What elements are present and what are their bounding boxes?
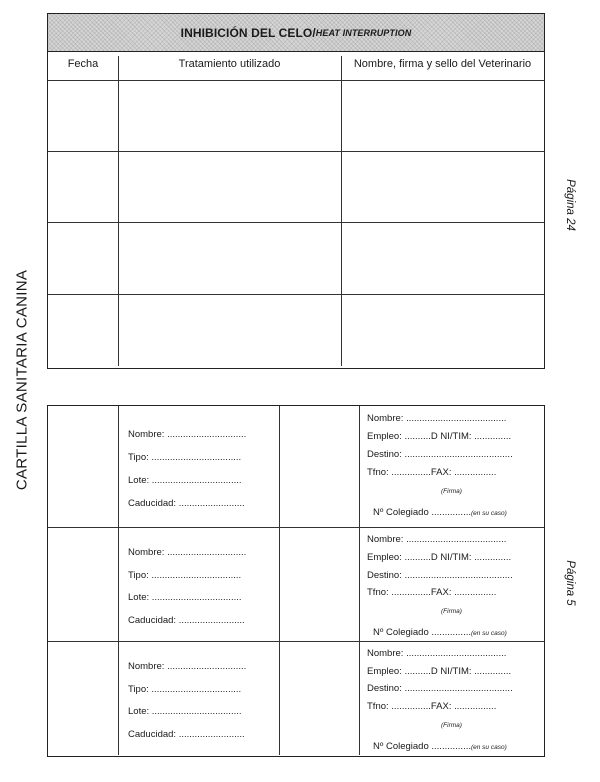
product-tipo-1[interactable]: Tipo: .................................. — [128, 452, 242, 463]
vet-firma-label-2: (Firma) — [441, 608, 462, 615]
vet-destino-1[interactable]: Destino: ......................................... — [367, 449, 513, 460]
vet-colegiado-2[interactable] — [373, 627, 507, 638]
product-nombre-3[interactable]: Nombre: .............................. — [128, 661, 247, 672]
stamp-cell-1[interactable] — [280, 406, 359, 527]
vet-nombre-3[interactable]: Nombre: ...................................... — [367, 648, 507, 659]
column-header-tratamiento: Tratamiento utilizado — [178, 58, 281, 70]
vet-firma-label-1: (Firma) — [441, 488, 462, 495]
product-tipo-3[interactable]: Tipo: .................................. — [128, 684, 242, 695]
vet-tfno-3[interactable]: Tfno: ...............FAX: ................ — [367, 701, 497, 712]
title-spanish: INHIBICIÓN DEL CELO/ — [180, 25, 316, 40]
date-cell-1[interactable] — [48, 406, 118, 527]
colegiado-label: Nº Colegiado ............... — [373, 627, 471, 638]
colegiado-note: (en su caso) — [470, 510, 507, 517]
vet-colegiado-3[interactable] — [373, 741, 507, 752]
product-nombre-1[interactable]: Nombre: .............................. — [128, 429, 247, 440]
page-number-bottom-text: Página 5 — [564, 560, 576, 606]
cell-fecha-4[interactable] — [48, 295, 118, 365]
side-title-text: CARTILLA SANITARIA CANINA — [13, 269, 31, 491]
cell-fecha-2[interactable] — [48, 152, 118, 222]
cell-veterinario-3[interactable] — [342, 223, 544, 294]
vet-empleo-3[interactable]: Empleo: ..........D NI/TIM: .............. — [367, 666, 512, 677]
product-lote-3[interactable]: Lote: .................................. — [128, 706, 242, 717]
column-divider — [359, 406, 360, 755]
column-divider — [118, 406, 119, 755]
product-caducidad-1[interactable]: Caducidad: ......................... — [128, 498, 245, 509]
cell-tratamiento-4[interactable] — [119, 295, 341, 365]
stamp-cell-3[interactable] — [280, 642, 359, 755]
vet-colegiado-1[interactable] — [373, 507, 507, 518]
cell-tratamiento-1[interactable] — [119, 81, 341, 151]
date-cell-3[interactable] — [48, 642, 118, 755]
date-cell-2[interactable] — [48, 528, 118, 641]
colegiado-label: Nº Colegiado ............... — [373, 741, 471, 752]
cell-fecha-1[interactable] — [48, 81, 118, 151]
heat-interruption-table — [47, 13, 545, 369]
vet-firma-label-3: (Firma) — [441, 722, 462, 729]
vaccination-table — [47, 405, 545, 757]
cell-veterinario-2[interactable] — [342, 152, 544, 222]
title-english: HEAT INTERRUPTION — [315, 27, 412, 38]
column-header-veterinario: Nombre, firma y sello del Veterinario — [353, 58, 532, 70]
product-caducidad-3[interactable]: Caducidad: ......................... — [128, 729, 245, 740]
stamp-cell-2[interactable] — [280, 528, 359, 641]
colegiado-note: (en su caso) — [470, 630, 507, 637]
cell-veterinario-4[interactable] — [342, 295, 544, 365]
colegiado-note: (en su caso) — [470, 744, 507, 751]
product-lote-2[interactable]: Lote: .................................. — [128, 592, 242, 603]
vet-empleo-1[interactable]: Empleo: ..........D NI/TIM: .............. — [367, 431, 512, 442]
colegiado-label: Nº Colegiado ............... — [373, 507, 471, 518]
product-nombre-2[interactable]: Nombre: .............................. — [128, 547, 247, 558]
cell-fecha-3[interactable] — [48, 223, 118, 294]
cell-tratamiento-2[interactable] — [119, 152, 341, 222]
vet-nombre-2[interactable]: Nombre: ...................................... — [367, 534, 507, 545]
product-caducidad-2[interactable]: Caducidad: ......................... — [128, 615, 245, 626]
product-tipo-2[interactable]: Tipo: .................................. — [128, 570, 242, 581]
cell-veterinario-1[interactable] — [342, 81, 544, 151]
vet-nombre-1[interactable]: Nombre: ...................................... — [367, 413, 507, 424]
table-title — [48, 14, 544, 52]
vet-tfno-2[interactable]: Tfno: ...............FAX: ................ — [367, 587, 497, 598]
product-lote-1[interactable]: Lote: .................................. — [128, 475, 242, 486]
vet-empleo-2[interactable]: Empleo: ..........D NI/TIM: .............. — [367, 552, 512, 563]
vet-destino-3[interactable]: Destino: ......................................... — [367, 683, 513, 694]
vet-destino-2[interactable]: Destino: ......................................... — [367, 570, 513, 581]
page-number-top-text: Página 24 — [564, 179, 576, 231]
vet-tfno-1[interactable]: Tfno: ...............FAX: ................ — [367, 467, 497, 478]
column-header-fecha: Fecha — [67, 58, 99, 70]
cell-tratamiento-3[interactable] — [119, 223, 341, 294]
